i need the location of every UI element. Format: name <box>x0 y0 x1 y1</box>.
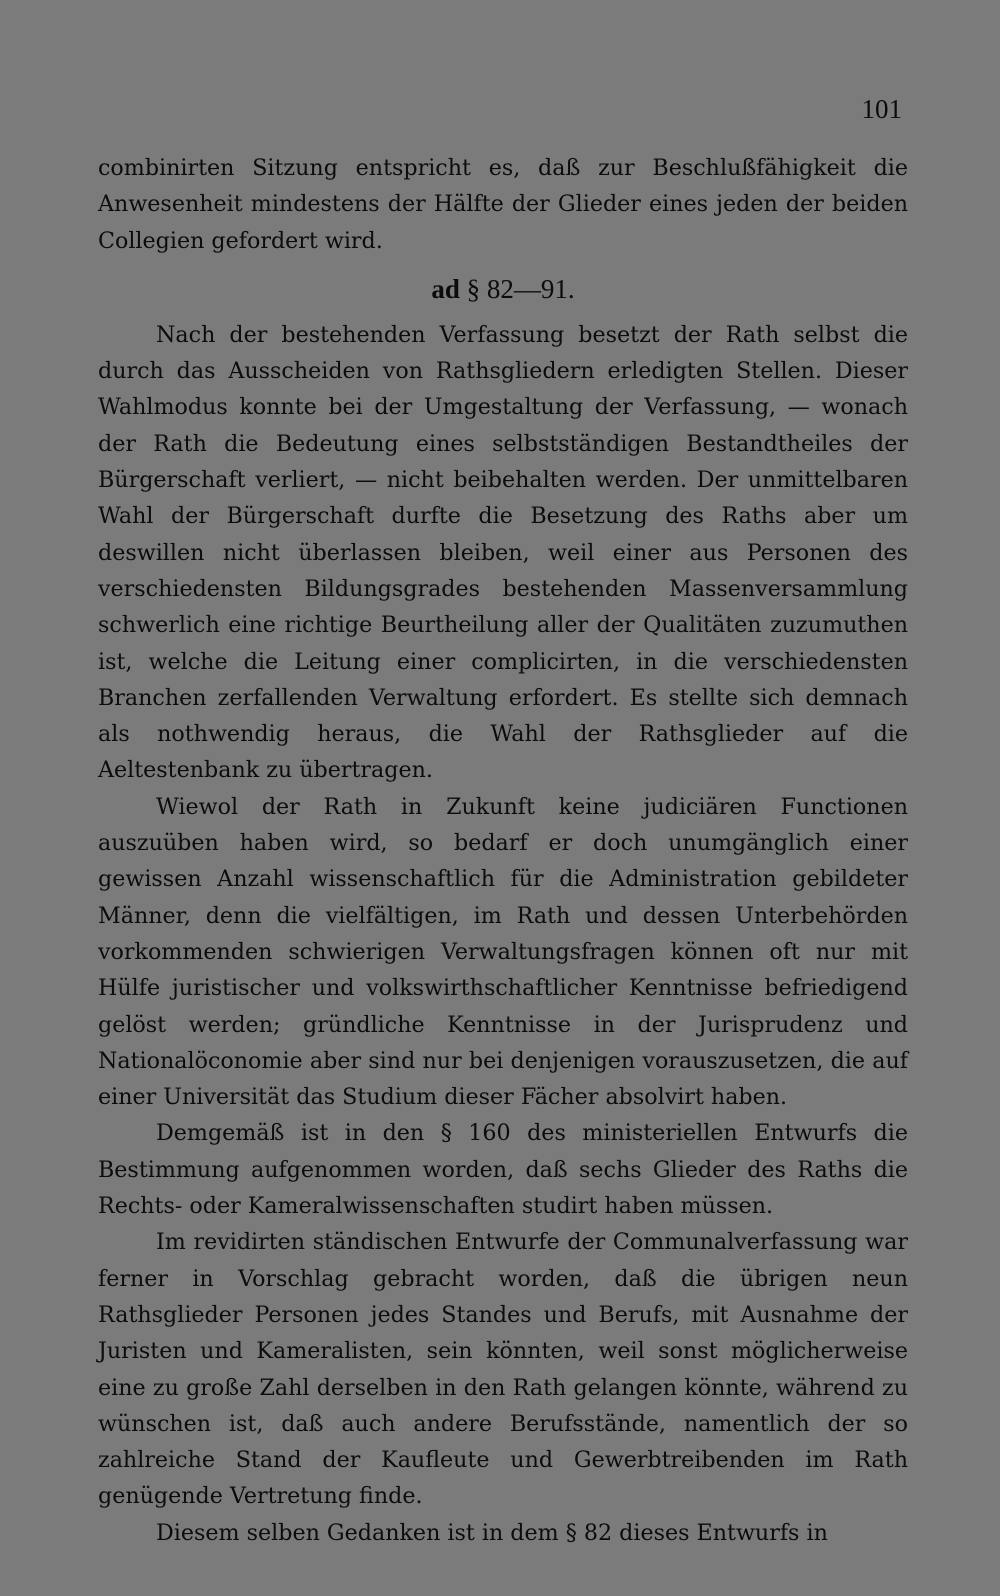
paragraph: Diesem selben Gedanken ist in dem § 82 dieses Entwurfs in <box>156 1519 828 1546</box>
paragraph-continuation: combinirten Sitzung entspricht es, daß zur Beschlußfähigkeit die Anwesenheit mindestens der Hälfte der Glieder eines jeden der beiden Collegien gefordert wird. <box>98 155 908 254</box>
section-heading <box>98 271 908 307</box>
heading-section-ref: § 82—91. <box>466 273 575 304</box>
paragraph: Wiewol der Rath in Zukunft keine judiciären Functionen auszuüben haben wird, so bedarf er doch unumgänglich einer gewissen Anzahl wissenschaftlich für die Administration gebildeter Männer, denn die vielfältigen, im Rath und dessen Unterbehörden vorkommenden schwierigen Verwaltungsfragen können oft nur mit Hülfe juristischer und volkswirthschaftlicher Kenntnisse befriedigend gelöst werden; gründliche Kenntnisse in der Jurisprudenz und Nationalöconomie aber sind nur bei denjenigen vorauszusetzen, die auf einer Universität das Studium dieser Fächer absolvirt haben. <box>98 793 908 1111</box>
paragraph: Demgemäß ist in den § 160 des ministeriellen Entwurfs die Bestimmung aufgenommen worden, daß sechs Glieder des Raths die Rechts- oder Kameralwissenschaften studirt haben müssen. <box>98 1120 908 1220</box>
body-text <box>98 150 908 1551</box>
heading-ad: ad <box>431 273 460 304</box>
paragraph: Im revidirten ständischen Entwurfe der Communalverfassung war ferner in Vorschlag gebracht worden, daß die übrigen neun Rathsglieder Personen jedes Standes und Berufs, mit Ausnahme der Juristen und Kameralisten, sein könnten, weil sonst möglicherweise eine zu große Zahl derselben in den Rath gelangen könnte, während zu wünschen ist, daß auch andere Berufsstände, namentlich der so zahlreiche Stand der Kaufleute und Gewerbtreibenden im Rath genügende Vertretung finde. <box>98 1229 908 1510</box>
page-number: 101 <box>861 94 902 124</box>
paragraph: Nach der bestehenden Verfassung besetzt der Rath selbst die durch das Ausscheiden von Rathsgliedern erledigten Stellen. Dieser Wahlmodus konnte bei der Umgestaltung der Verfassung, — wonach der Rath die Bedeutung eines selbstständigen Bestandtheiles der Bürgerschaft verliert, — nicht beibehalten werden. Der unmittelbaren Wahl der Bürgerschaft durfte die Besetzung des Raths aber um deswillen nicht überlassen bleiben, weil einer aus Personen des verschiedensten Bildungsgrades bestehenden Massenversammlung schwerlich eine richtige Beurtheilung aller der Qualitäten zuzumuthen ist, welche die Leitung einer complicirten, in die verschiedensten Branchen zerfallenden Verwaltung erfordert. Es stellte sich demnach als nothwendig heraus, die Wahl der Rathsglieder auf die Aeltestenbank zu übertragen. <box>98 321 908 784</box>
